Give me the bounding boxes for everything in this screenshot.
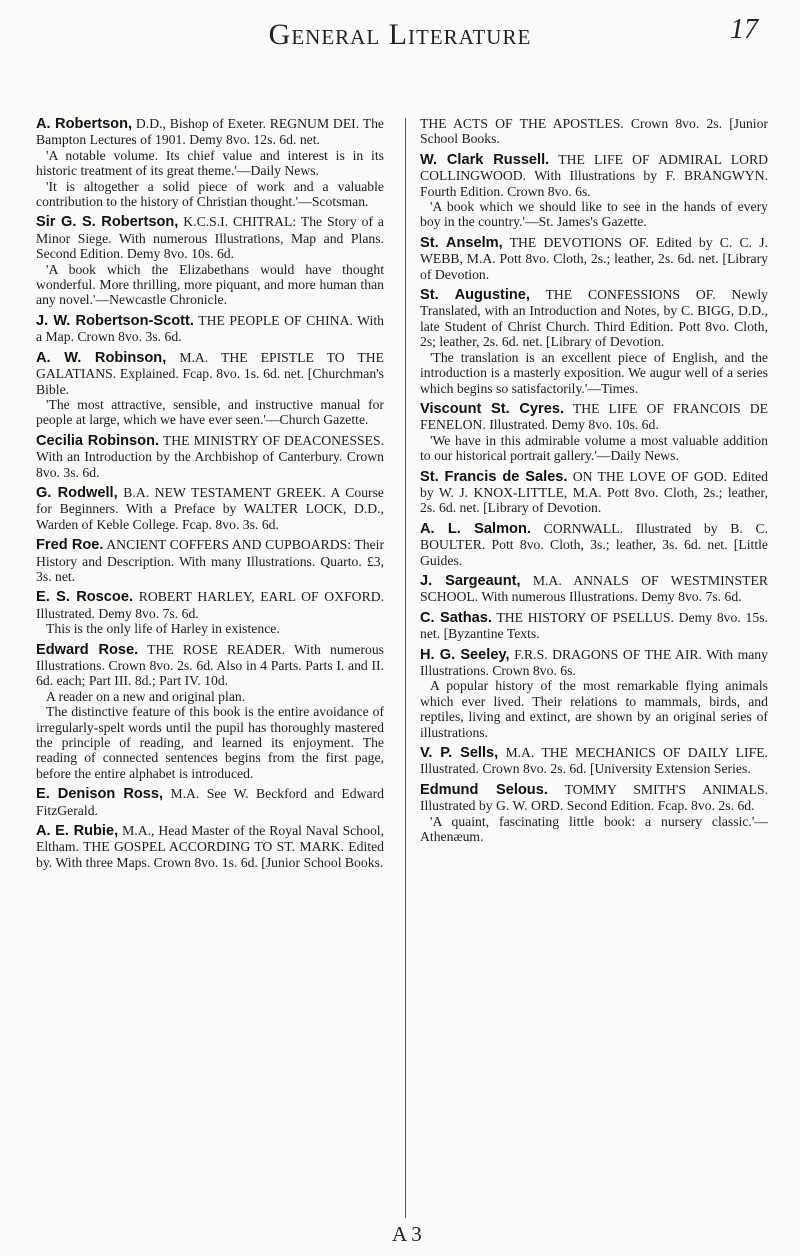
- catalog-entry: [420, 782, 768, 845]
- catalog-entry: [36, 350, 384, 428]
- entry-review-quote: 'A book which the Elizabethans would have thought wonderful. More thrilling, more piquant, and more human than any novel.'—Newcastle Chronicle.: [36, 261, 384, 308]
- entry-text: [420, 573, 768, 605]
- entry-body: THE CONFESSIONS OF. Newly Translated, with an Introduction and Notes, by C. BIGG, D.D., late Student of Christ Church. Third Edition. Pott 8vo. Cloth, 2s; leather, 2s. 6d. net. [Library of Devotion.: [420, 287, 768, 350]
- entry-review-quote: 'The translation is an excellent piece of English, and the introduction is a masterly exposition. We augur well of a series which begins so satisfactorily.'—Times.: [420, 349, 768, 396]
- entry-author: St. Augustine,: [420, 287, 530, 304]
- catalog-entry: [420, 745, 768, 777]
- catalog-entry: [36, 642, 384, 782]
- entry-review-quote: 'A book which we should like to see in the hands of every boy in the country.'—St. James's Gazette.: [420, 199, 768, 230]
- entry-review-quote: 'We have in this admirable volume a most valuable addition to our historical portrait gallery.'—Daily News.: [420, 432, 768, 464]
- entry-body: F.R.S. DRAGONS OF THE AIR. With many Illustrations. Crown 8vo. 6s.: [420, 646, 768, 678]
- entry-text: [420, 782, 768, 814]
- entry-body: CORNWALL. Illustrated by B. C. BOULTER. Pott 8vo. Cloth, 3s.; leather, 3s. 6d. net. [Little Guides.: [420, 520, 769, 568]
- entry-author: Cecilia Robinson.: [36, 432, 160, 449]
- entry-author: Edmund Selous.: [420, 781, 548, 798]
- entry-review-quote: 'The most attractive, sensible, and instructive manual for people at large, which we have ever seen.'—Church Gazette.: [36, 396, 384, 428]
- entry-author: St. Francis de Sales.: [420, 468, 568, 485]
- catalog-entry: [36, 433, 384, 480]
- entry-author: A. E. Rubie,: [36, 823, 119, 840]
- entry-body: M.A. THE EPISTLE TO THE GALATIANS. Explained. Fcap. 8vo. 1s. 6d. net. [Churchman's Bible.: [36, 349, 385, 397]
- entry-body: THE ACTS OF THE APOSTLES. Crown 8vo. 2s. [Junior School Books.: [420, 116, 768, 147]
- entry-body: THE PEOPLE OF CHINA. With a Map. Crown 8vo. 3s. 6d.: [36, 312, 384, 345]
- catalog-entry: [420, 610, 768, 642]
- catalog-entry: [36, 116, 384, 209]
- catalog-entry: [420, 573, 768, 605]
- entry-author: Sir G. S. Robertson,: [36, 214, 179, 231]
- entry-author: St. Anselm,: [420, 234, 503, 251]
- entry-text: [420, 521, 768, 568]
- entry-body: M.A. ANNALS OF WESTMINSTER SCHOOL. With numerous Illustrations. Demy 8vo. 7s. 6d.: [420, 572, 768, 605]
- entry-body: ON THE LOVE OF GOD. Edited by W. J. KNOX-LITTLE, M.A. Pott 8vo. Cloth, 2s.; leather, 2s. 6d. net. [Library of Devotion.: [420, 468, 768, 516]
- catalog-entry: [36, 823, 384, 870]
- left-column: [36, 116, 384, 875]
- entry-author: A. Robertson,: [36, 116, 133, 132]
- entry-text: [420, 401, 768, 433]
- entry-text: [36, 786, 384, 818]
- entry-body: M.A. THE MECHANICS OF DAILY LIFE. Illustrated. Crown 8vo. 2s. 6d. [University Extension Series.: [420, 745, 768, 777]
- catalog-entry: [420, 647, 768, 740]
- entry-author: G. Rodwell,: [36, 484, 118, 501]
- entry-text: [420, 745, 768, 777]
- entry-review-quote: 'It is altogether a solid piece of work and a valuable contribution to the history of Christian thought.'—Scotsman.: [36, 178, 384, 210]
- catalog-entry: [36, 214, 384, 307]
- page-header: [0, 0, 800, 110]
- entry-text: [36, 589, 384, 621]
- entry-author: A. L. Salmon.: [420, 520, 531, 537]
- entry-body: K.C.S.I. CHITRAL: The Story of a Minor Siege. With numerous Illustrations, Map and Plans. Second Edition. Demy 8vo. 10s. 6d.: [36, 214, 385, 262]
- entry-review-quote: The distinctive feature of this book is the entire avoidance of irregularly-spelt words until the pupil has thoroughly mastered the principle of reading, and learned its enjoyment. The reading of connected sentences begins from the first page, before the entire alphabet is introduced.: [36, 704, 384, 781]
- entry-body: M.A. See W. Beckford and Edward FitzGerald.: [36, 786, 384, 818]
- entry-body: B.A. NEW TESTAMENT GREEK. A Course for Beginners. With a Preface by WALTER LOCK, D.D., Warden of Keble College. Fcap. 8vo. 3s. 6d.: [36, 484, 385, 532]
- entry-body: D.D., Bishop of Exeter. REGNUM DEI. The Bampton Lectures of 1901. Demy 8vo. 12s. 6d. net.: [36, 116, 385, 148]
- entry-author: A. W. Robinson,: [36, 349, 167, 366]
- catalog-entry: [36, 589, 384, 636]
- entry-review-quote: This is the only life of Harley in existence.: [46, 621, 280, 637]
- entry-text: [420, 610, 768, 642]
- catalog-entry: [36, 485, 384, 532]
- page-number: 17: [730, 14, 758, 45]
- entry-text: [36, 537, 384, 584]
- catalog-entry: [36, 313, 384, 345]
- entry-author: Fred Roe.: [36, 537, 104, 554]
- entry-review-quote: A popular history of the most remarkable flying animals which ever lived. Their relations to mammals, birds, and reptiles, living and extinct, are shown by an original series of illustrations.: [420, 678, 768, 740]
- entry-text: [36, 823, 384, 870]
- catalog-entry: [420, 521, 768, 568]
- entry-text: [36, 313, 384, 345]
- entry-body: M.A., Head Master of the Royal Naval School, Eltham. THE GOSPEL ACCORDING TO ST. MARK. Edited by. With three Maps. Crown 8vo. 1s. 6d. [Junior School Books.: [36, 823, 385, 870]
- entry-body: THE MINISTRY OF DEACONESSES. With an Introduction by the Archbishop of Canterbury. Crown 8vo. 3s. 6d.: [36, 432, 384, 480]
- entry-review-quote: 'A notable volume. Its chief value and interest is in its historic treatment of its great theme.'—Daily News.: [36, 147, 384, 179]
- catalog-entry: [36, 786, 384, 818]
- entry-text: [420, 469, 768, 516]
- entry-author: E. S. Roscoe.: [36, 589, 134, 606]
- entry-author: C. Sathas.: [420, 609, 492, 626]
- entry-author: Edward Rose.: [36, 641, 139, 658]
- entry-review-quote: A reader on a new and original plan.: [46, 688, 246, 704]
- entry-body: THE DEVOTIONS OF. Edited by C. C. J. WEBB, M.A. Pott 8vo. Cloth, 2s.; leather, 2s. 6d. net. [Library of Devotion.: [420, 234, 768, 282]
- catalog-entry: [420, 152, 768, 230]
- entry-author: J. W. Robertson-Scott.: [36, 312, 194, 329]
- column-divider: [405, 118, 406, 1218]
- entry-text: [36, 433, 384, 480]
- entry-body: THE LIFE OF ADMIRAL LORD COLLINGWOOD. With Illustrations by F. BRANGWYN. Fourth Edition. Crown 8vo. 6s.: [420, 151, 768, 199]
- running-title: General Literature: [268, 18, 532, 51]
- entry-text: [420, 287, 768, 350]
- signature-mark: A 3: [392, 1222, 422, 1246]
- entry-text: [36, 214, 384, 261]
- entry-author: H. G. Seeley,: [420, 646, 510, 663]
- catalog-entry: [420, 287, 768, 396]
- entry-author: E. Denison Ross,: [36, 786, 164, 803]
- entry-review-quote: 'A quaint, fascinating little book: a nursery classic.'—Athenæum.: [420, 813, 768, 845]
- catalog-entry: [420, 116, 768, 147]
- entry-body: THE ROSE READER. With numerous Illustrations. Crown 8vo. 2s. 6d. Also in 4 Parts. Parts I. and II. 6d. each; Part III. 8d.; Part IV. 10d.: [36, 641, 384, 689]
- entry-body: ROBERT HARLEY, EARL OF OXFORD. Illustrated. Demy 8vo. 7s. 6d.: [36, 589, 385, 621]
- entry-body: THE LIFE OF FRANCOIS DE FENELON. Illustrated. Demy 8vo. 10s. 6d.: [420, 400, 768, 433]
- catalog-entry: [36, 537, 384, 584]
- entry-text: [420, 116, 768, 147]
- entry-author: J. Sargeaunt,: [420, 572, 521, 589]
- entry-text: [36, 485, 384, 532]
- entry-text: [36, 116, 384, 148]
- entry-author: W. Clark Russell.: [420, 151, 550, 168]
- entry-body: THE HISTORY OF PSELLUS. Demy 8vo. 15s. net. [Byzantine Texts.: [420, 609, 768, 642]
- entry-body: ANCIENT COFFERS AND CUPBOARDS: Their History and Description. With many Illustrations. Quarto. £3, 3s. net.: [36, 537, 385, 584]
- entry-text: [36, 642, 384, 689]
- entry-text: [36, 350, 384, 397]
- entry-author: Viscount St. Cyres.: [420, 400, 565, 417]
- entry-body: TOMMY SMITH'S ANIMALS. Illustrated by G. W. ORD. Second Edition. Fcap. 8vo. 2s. 6d.: [420, 781, 768, 814]
- entry-text: [420, 152, 768, 199]
- catalog-entry: [420, 401, 768, 464]
- entry-text: [420, 235, 768, 282]
- catalog-entry: [420, 235, 768, 282]
- catalog-entry: [420, 469, 768, 516]
- entry-author: V. P. Sells,: [420, 745, 499, 762]
- entry-text: [420, 647, 768, 679]
- right-column: [420, 116, 768, 849]
